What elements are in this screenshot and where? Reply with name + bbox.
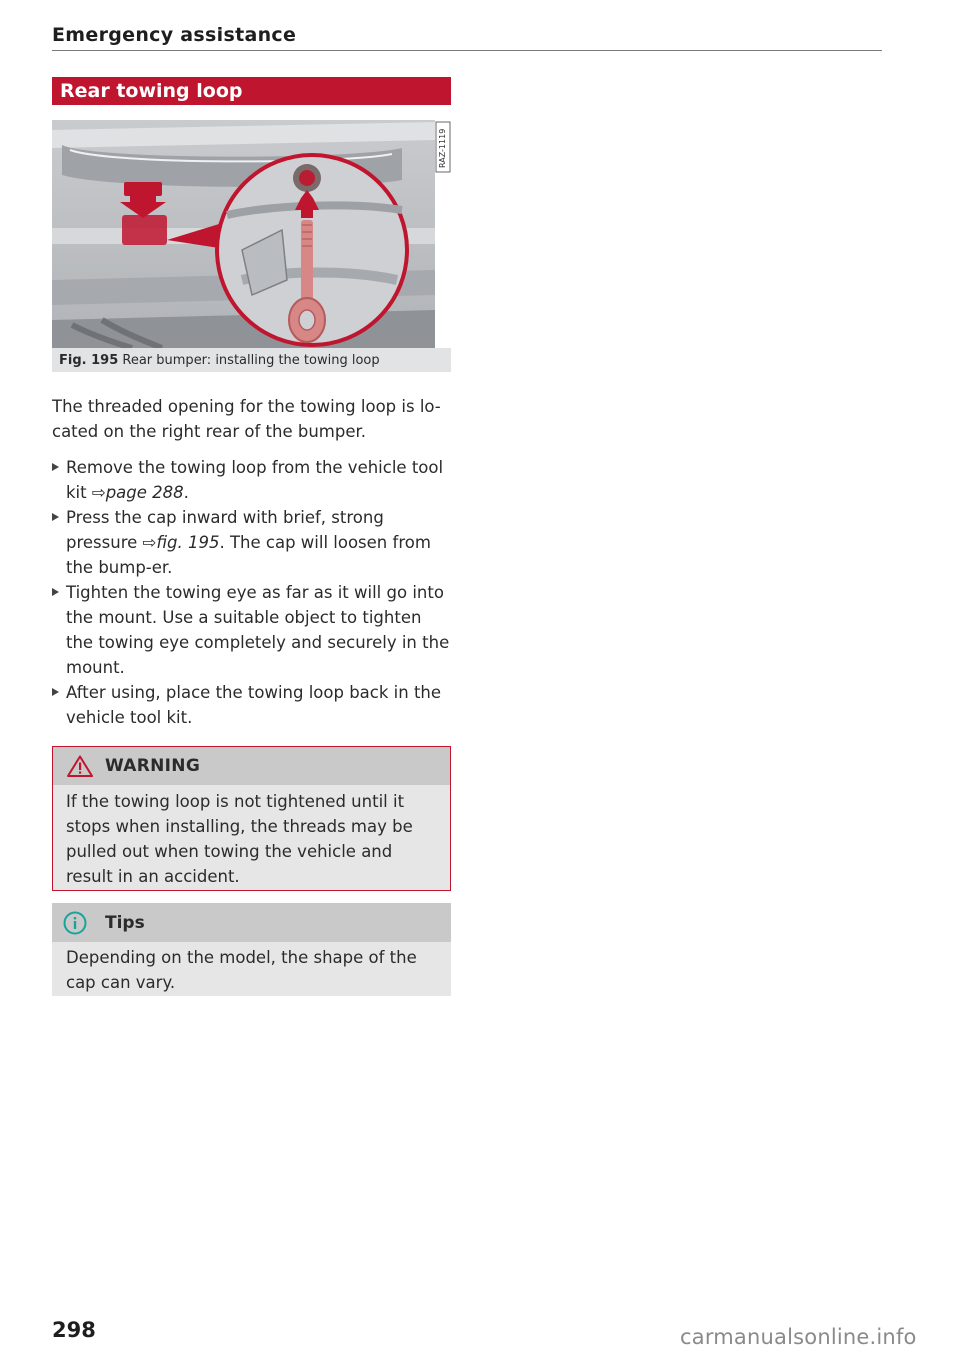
- warning-title: WARNING: [105, 756, 201, 776]
- step-text: Tighten the towing eye as far as it will go into the mount. Use a suitable object to tighten the towing eye completely and securely in the mount.: [66, 583, 450, 677]
- step-text: After using, place the towing loop back in the vehicle tool kit.: [66, 683, 442, 727]
- figure-caption-label: Fig. 195: [59, 353, 119, 368]
- watermark: carmanualsonline.info: [680, 1325, 917, 1349]
- step-item: [52, 580, 452, 680]
- step-item: [52, 455, 452, 505]
- step-item: [52, 680, 452, 730]
- cross-ref-arrow-icon: ⇨: [142, 533, 157, 552]
- cross-ref-arrow-icon: ⇨: [91, 483, 106, 502]
- bullet-triangle-icon: [52, 588, 59, 596]
- intro-line-2: cated on the right rear of the bumper.: [52, 422, 366, 441]
- figure-caption: [59, 353, 380, 368]
- towing-loop-illustration: [52, 120, 451, 348]
- bullet-triangle-icon: [52, 513, 59, 521]
- figure-rear-bumper: [52, 120, 451, 372]
- chapter-title: Emergency assistance: [52, 24, 297, 46]
- figure-reference-link[interactable]: fig. 195: [156, 533, 220, 552]
- step-text-end: . The cap will loosen from the bump-er.: [66, 533, 431, 577]
- warning-triangle-icon: [67, 755, 93, 777]
- step-text: Remove the towing loop from the vehicle tool kit: [66, 458, 444, 502]
- bullet-triangle-icon: [52, 463, 59, 471]
- warning-text: If the towing loop is not tightened until it stops when installing, the threads may be pulled out when towing the vehicle and result in an accident.: [66, 792, 413, 886]
- figure-caption-text: Rear bumper: installing the towing loop: [122, 353, 380, 368]
- step-text-end: .: [183, 483, 189, 502]
- section-title: Rear towing loop: [52, 77, 451, 105]
- step-item: [52, 505, 452, 580]
- instruction-steps: [52, 455, 452, 730]
- page-reference-link[interactable]: page 288: [105, 483, 184, 502]
- header-divider: [52, 50, 882, 51]
- tips-title: Tips: [105, 913, 145, 933]
- page-number: 298: [52, 1318, 96, 1342]
- tips-text: Depending on the model, the shape of the cap can vary.: [66, 948, 417, 992]
- tips-box: [52, 903, 451, 996]
- bullet-triangle-icon: [52, 688, 59, 696]
- step-text: Press the cap inward with brief, strong pressure: [66, 508, 384, 552]
- info-icon: [63, 911, 87, 935]
- figure-code: RAZ-1119: [438, 128, 447, 168]
- warning-box: [52, 746, 451, 891]
- intro-paragraph: [52, 394, 452, 444]
- intro-line-1: The threaded opening for the towing loop is lo-: [52, 397, 441, 416]
